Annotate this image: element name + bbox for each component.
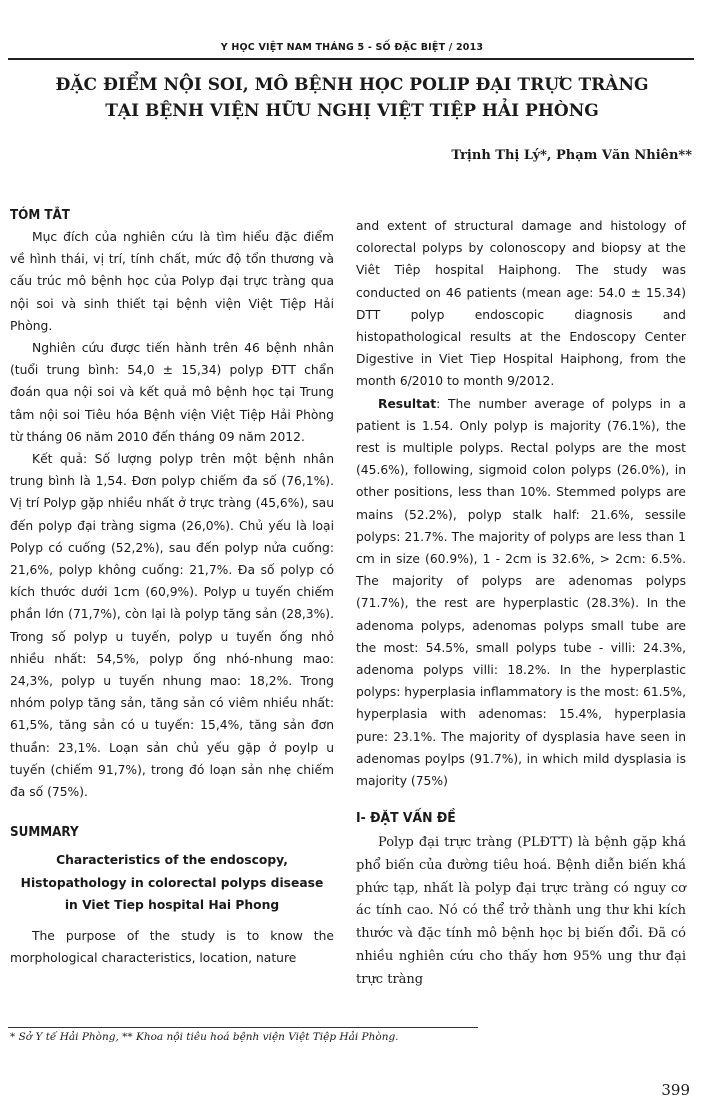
- article-title-line-2: TẠI BỆNH VIỆN HỮU NGHỊ VIỆT TIỆP HẢI PHÒNG: [105, 101, 599, 121]
- summary-subtitle: [10, 849, 334, 917]
- summary-paragraph-1: The purpose of the study is to know the morphological characteristics, location, nature: [10, 928, 334, 965]
- tom-tat-paragraph-3: Kết quả: Số lượng polyp trên một bệnh nhân trung bình là 1,54. Đơn polyp chiếm đa số (76,1%). Vị trí Polyp gặp nhiều nhất ở trực tràng (45,6%), sau đến polyp đại tràng sigma (26,0%). Chủ yếu là loại Polyp có cuống (52,2%), sau đến polyp nửa cuống: 21,6%, polyp không cuống: 21,7%. Đa số polyp có kích thước dưới 1cm (60,9%). Polyp u tuyến chiếm phần lớn (71,7%), còn lại là polyp tăng sản (28,3%). Trong số polyp u tuyến, polyp u tuyến ống nhỏ nhiều nhất: 54,5%, polyp ống nhó-nhung mao: 24,3%, polyp u tuyến nhung mao: 18,2%. Trong nhóm polyp tăng sản, tăng sản có viêm nhiều nhất: 61,5%, tăng sản có u tuyến: 15,4%, tăng sản đơn thuần: 23,1%. Loạn sản chủ yếu gặp ở poylp u tuyến (chiếm 91,7%), trong đó loạn sản nhẹ chiếm đa số (75%).: [10, 452, 334, 800]
- summary-subtitle-line-1: Characteristics of the endoscopy,: [56, 853, 288, 868]
- left-column: [10, 206, 334, 969]
- tom-tat-heading: TÓM TẮT: [10, 208, 70, 223]
- article-title: [10, 72, 694, 124]
- header-rule: [8, 58, 694, 60]
- summary-subtitle-line-2: Histopathology in colorectal polyps disease: [20, 875, 324, 890]
- tom-tat-paragraph-1: Mục đích của nghiên cứu là tìm hiểu đặc điểm về hình thái, vị trí, tính chất, mức độ tổn thương và cấu trúc mô bệnh học của Polyp đại trực tràng qua nội soi và sinh thiết tại bệnh viện Việt Tiệp Hải Phòng.: [10, 230, 334, 333]
- summary-subtitle-line-3: in Viet Tiep hospital Hai Phong: [64, 898, 280, 913]
- page-number: 399: [661, 1081, 690, 1099]
- dat-van-de-heading: I- ĐẶT VẤN ĐỀ: [356, 810, 456, 827]
- result-text: : The number average of polyps in a patient is 1.54. Only polyp is majority (76.1%), the rest is multiple polyps. Rectal polyps are the most (45.6%), following, sigmoid colon polyps (26.0%), in other positions, less than 10%. Stemmed polyps are mains (52.2%), polyp stalk half: 21.6%, sessile polyps: 21.7%. The majority of polyps are less than 1 cm in size (60.9%), 1 - 2cm is 32.6%, > 2cm: 6.5%. The majority of polyps are adenomas polyps (71.7%), the rest are hyperplastic (28.3%). In the adenoma polyps, adenomas polyps small tube are the most: 54.5%, small polyps tube - villi: 24.3%, adenoma polyps villi: 18.2%. In the hyperplastic polyps: hyperplasia inflammatory is the most: 61.5%, hyperplasia with adenomas: 15.4%, hyperplasia pure: 23.1%. The majority of dysplasia have seen in adenomas poylps (91.7%), in which mild dysplasia is majority (75%): [356, 396, 686, 789]
- dat-van-de-paragraph-1: Polyp đại trực tràng (PLĐTT) là bệnh gặp khá phổ biến của đường tiêu hoá. Bệnh diễn biến khá phức tạp, nhất là polyp đại trực tràng có nguy cơ ác tính cao. Nó có thể trở thành ung thư khi kích thước và đặc tính mô bệnh học bị biến đổi. Đã có nhiều nghiên cứu cho thấy hơn 95% ung thư đại trực tràng: [356, 835, 686, 987]
- article-title-line-1: ĐẶC ĐIỂM NỘI SOI, MÔ BỆNH HỌC POLIP ĐẠI TRỰC TRÀNG: [55, 75, 649, 95]
- footnote: * Sở Y tế Hải Phòng, ** Khoa nội tiêu hoá bệnh viện Việt Tiệp Hải Phòng.: [10, 1031, 399, 1043]
- summary-paragraph-1-continued: and extent of structural damage and histology of colorectal polyps by colonoscopy and biopsy at the Viêt Tiêp hospital Haiphong. The study was conducted on 46 patients (mean age: 54.0 ± 15.34) DTT polyp endoscopic diagnosis and histopathological results at the Endoscopy Center Digestive in Viet Tiep Hospital Haiphong, from the month 6/2010 to month 9/2012.: [356, 219, 686, 389]
- summary-heading: SUMMARY: [10, 825, 79, 841]
- journal-header: Y HỌC VIỆT NAM THÁNG 5 - SỐ ĐẶC BIỆT / 2013: [220, 42, 484, 53]
- result-label: Resultat: [378, 396, 437, 411]
- tom-tat-paragraph-2: Nghiên cứu được tiến hành trên 46 bệnh nhân (tuổi trung bình: 54,0 ± 15,34) polyp ĐTT chẩn đoán qua nội soi và kết quả mô bệnh học tại Trung tâm nội soi Tiêu hóa Bệnh viện Việt Tiệp Hải Phòng từ tháng 06 năm 2010 đến tháng 09 năm 2012.: [10, 341, 334, 444]
- right-column: [356, 215, 686, 991]
- summary-paragraph-2: [356, 393, 686, 793]
- footnote-rule: [8, 1027, 478, 1028]
- authors: Trịnh Thị Lý*, Phạm Văn Nhiên**: [451, 148, 692, 163]
